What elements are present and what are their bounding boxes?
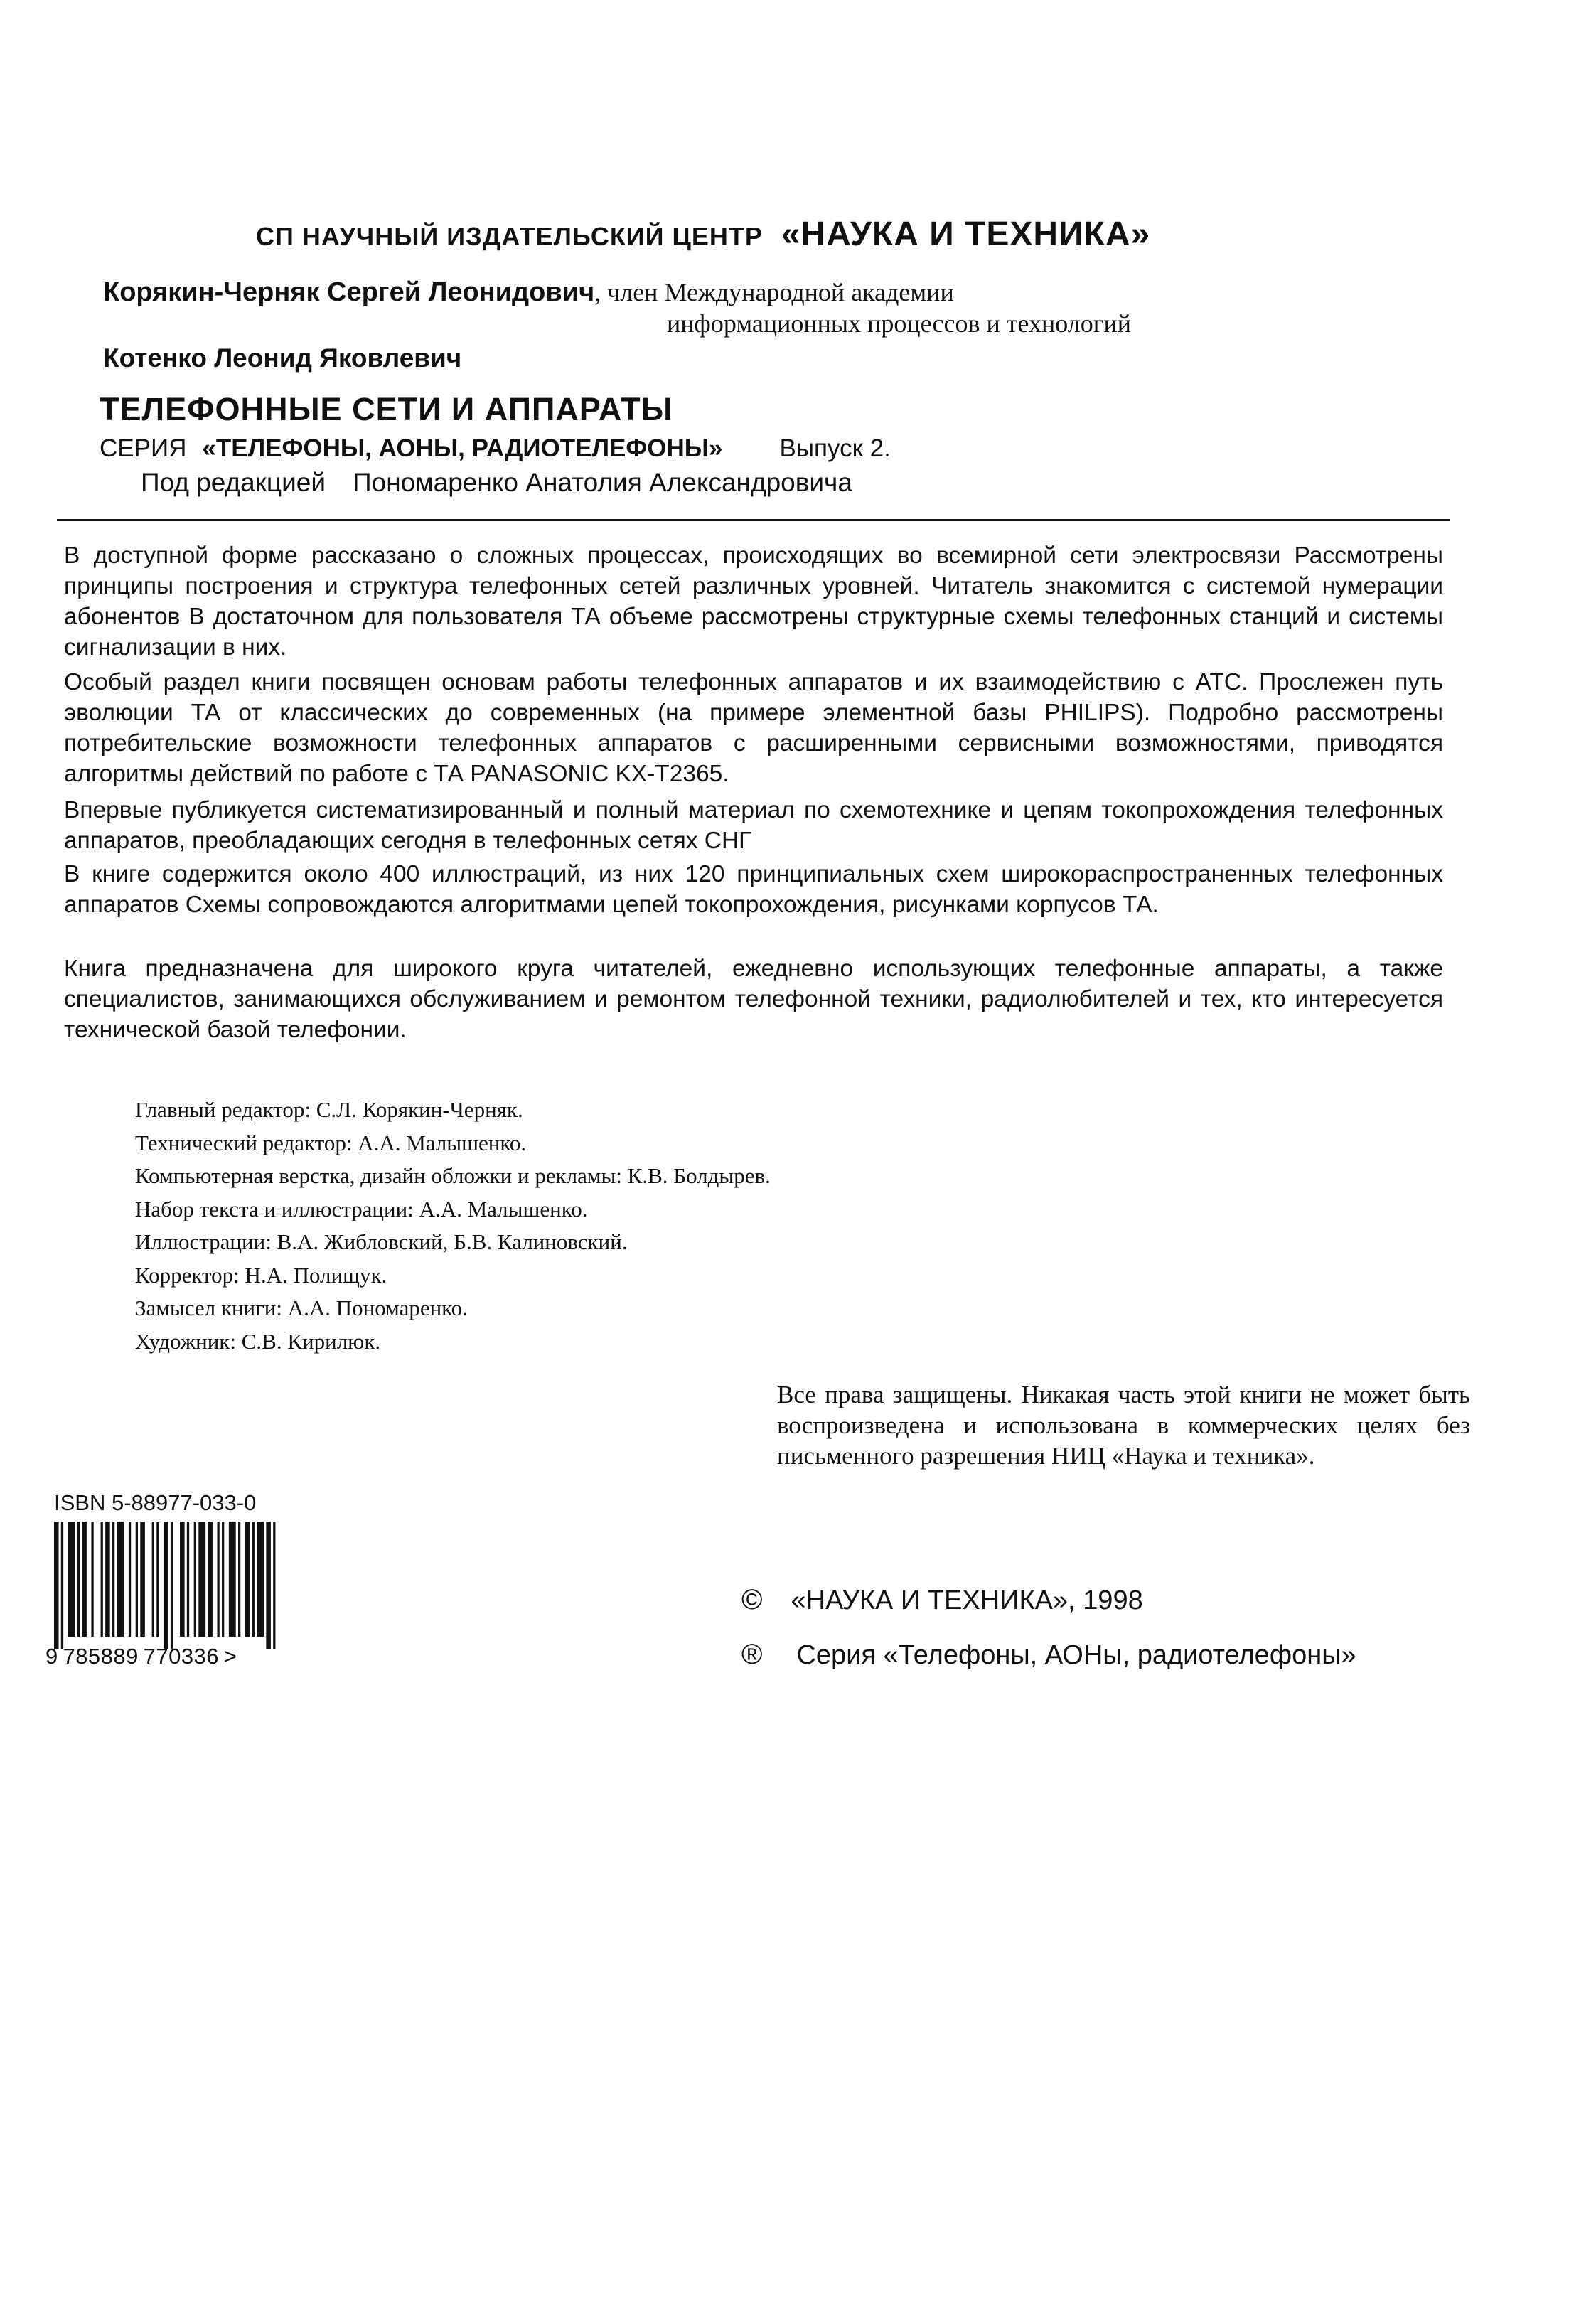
barcode-bar: [68, 1522, 75, 1637]
author-2-name: Котенко Леонид Яковлевич: [103, 343, 462, 373]
isbn-label: ISBN 5-88977-033-0: [54, 1490, 257, 1515]
editor-label: Под редакцией: [141, 468, 326, 497]
barcode-bar: [54, 1522, 59, 1649]
barcode-bar: [105, 1522, 110, 1637]
series-line: [100, 434, 891, 463]
author-1-name: Корякин-Черняк Сергей Леонидович: [103, 277, 595, 307]
abstract-paragraph: В книге содержится около 400 иллюстраций, из них 120 принципиальных схем широкораспространенных телефонных аппаратов Схемы сопровождаются алгоритмами цепей токопрохождения, рисунками корпусов ТА.: [64, 861, 1443, 918]
copyright-text: «НАУКА И ТЕХНИКА», 1998: [791, 1586, 1143, 1615]
credit-line: Замысел книги: А.А. Пономаренко.: [135, 1295, 468, 1320]
horizontal-rule: [57, 519, 1450, 521]
abstract-paragraph: Впервые публикуется систематизированный и полный материал по схемотехнике и цепям токопрохождения телефонных аппаратов, преобладающих сегодня в телефонных сетях СНГ: [64, 797, 1443, 854]
barcode-bar: [171, 1522, 173, 1649]
barcode-bar: [77, 1522, 80, 1637]
barcode-bar: [222, 1522, 224, 1637]
credit-line: Корректор: Н.А. Полищук.: [135, 1262, 387, 1288]
barcode-bar: [136, 1522, 138, 1637]
barcode-bar: [112, 1522, 114, 1637]
credit-line: Набор текста и иллюстрации: А.А. Малышенко.: [135, 1196, 588, 1221]
series-label: СЕРИЯ: [100, 434, 187, 462]
editor-line: [141, 468, 852, 498]
barcode-bar: [91, 1522, 93, 1637]
rights-notice: Все права защищены. Никакая часть этой книги не может быть воспроизведена и использована в коммерческих целях без письменного разрешения НИЦ «Наука и техника».: [777, 1381, 1470, 1470]
barcode-bar: [117, 1522, 124, 1637]
author-1: [103, 277, 954, 308]
barcode-bar: [61, 1522, 63, 1649]
abstract-paragraph: В доступной форме рассказано о сложных процессах, происходящих во всемирной сети электросвязи Рассмотрены принципы построения и структура телефонных сетей различных уровней. Читатель знакомится с системой нумерации абонентов В достаточном для пользователя ТА объеме рассмотрены структурные схемы телефонных станций и системы сигнализации в них.: [64, 542, 1443, 661]
barcode-bar: [266, 1522, 271, 1649]
credit-line: Технический редактор: А.А. Малышенко.: [135, 1130, 527, 1155]
credits-list: [135, 1093, 771, 1358]
barcode-bar: [180, 1522, 185, 1637]
author-1-affiliation-continued: информационных процессов и технологий: [667, 309, 1131, 338]
credit-line: Иллюстрации: В.А. Жибловский, Б.В. Калиновский.: [135, 1229, 628, 1254]
copyright-symbol: ©: [741, 1584, 763, 1615]
barcode-bar: [82, 1522, 87, 1637]
barcode-bar: [252, 1522, 255, 1637]
barcode-bar: [194, 1522, 196, 1637]
barcode-bar: [245, 1522, 250, 1637]
barcode-bar: [273, 1522, 275, 1649]
barcode-bar: [152, 1522, 154, 1637]
issue-number: Выпуск 2.: [779, 434, 891, 462]
barcode-bar: [129, 1522, 131, 1637]
publisher-name: «НАУКА И ТЕХНИКА»: [781, 215, 1151, 253]
barcode-bar: [187, 1522, 189, 1637]
book-title: ТЕЛЕФОННЫЕ СЕТИ И АППАРАТЫ: [100, 391, 673, 427]
barcode-bar: [229, 1522, 236, 1637]
abstract-paragraph: Книга предназначена для широкого круга читателей, ежедневно использующих телефонные аппараты, а также специалистов, занимающихся обслуживанием и ремонтом телефонной техники, радиолюбителей и тех, кто интересуется технической базой телефонии.: [64, 956, 1443, 1043]
publisher-line: [256, 215, 1150, 254]
registered-symbol: ®: [741, 1639, 763, 1670]
credit-line: Компьютерная верстка, дизайн обложки и рекламы: К.В. Болдырев.: [135, 1163, 771, 1188]
registered-line: [741, 1639, 1356, 1671]
publisher-prefix: СП НАУЧНЫЙ ИЗДАТЕЛЬСКИЙ ЦЕНТР: [256, 222, 763, 251]
author-1-affiliation: , член Международной академии: [594, 278, 954, 306]
barcode-digits: 9 785889 770336 >: [45, 1644, 237, 1669]
barcode-bar: [156, 1522, 159, 1637]
copyright-line: [741, 1584, 1143, 1616]
barcode-bar: [257, 1522, 264, 1637]
series-trademark-text: Серия «Телефоны, АОНы, радиотелефоны»: [796, 1640, 1356, 1670]
barcode-bar: [208, 1522, 213, 1637]
barcode-bar: [164, 1522, 168, 1649]
editor-name: Пономаренко Анатолия Александровича: [353, 468, 852, 497]
barcode-bar: [198, 1522, 205, 1637]
barcode-bar: [140, 1522, 145, 1637]
series-name: «ТЕЛЕФОНЫ, АОНЫ, РАДИОТЕЛЕФОНЫ»: [202, 434, 723, 462]
abstract-paragraph: Особый раздел книги посвящен основам работы телефонных аппаратов и их взаимодействию с АТС. Прослежен путь эволюции ТА от классических до современных (на примере элементной базы PHILIPS). Подробно рассмотрены потребительские возможности телефонных аппаратов с расширенными сервисными возможностями, приводятся алгоритмы действий по работе с ТА PANASONIC KX-T2365.: [64, 669, 1443, 787]
credit-line: Художник: С.В. Кирилюк.: [135, 1328, 381, 1354]
credit-line: Главный редактор: С.Л. Корякин-Черняк.: [135, 1097, 523, 1122]
barcode-bar: [217, 1522, 219, 1637]
barcode-bar: [101, 1522, 103, 1637]
barcode-bar: [238, 1522, 240, 1637]
barcode: [54, 1522, 280, 1649]
